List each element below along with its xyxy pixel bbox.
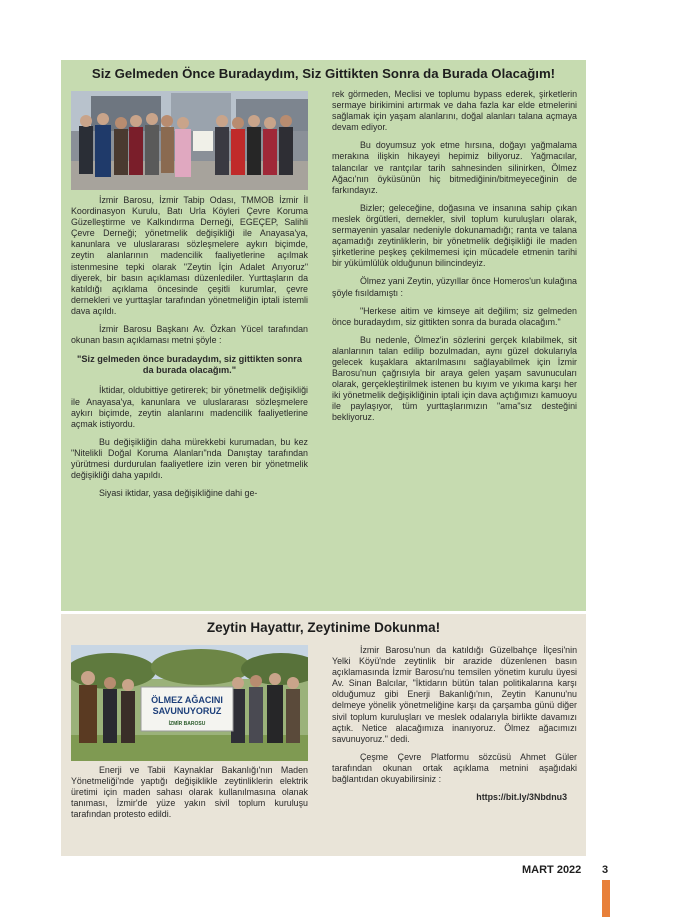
article-1-paragraph: Siyasi iktidar, yasa değişikliğine dahi ge-: [99, 488, 258, 499]
page-accent-bar: [602, 880, 610, 917]
article-2-left-column: [71, 765, 308, 827]
article-1-paragraph: rek görmeden, Meclisi ve toplumu bypass ederek, şirketlerin sermaye birikimini artırmak ve daha fazla kar elde etmelerini sağlamak için yaşam alanlarını, doğal alanları talana açmaya devam ediyor.: [332, 89, 577, 133]
article-1-paragraph: İzmir Barosu, İzmir Tabip Odası, TMMOB İzmir İl Koordinasyon Kurulu, Batı Urla Köyleri Çevre Koruma Güzelleştirme ve Kalkındırma Derneği, EGEÇEP, Salihli Çevre Derneği; yönetmelik değişikliği ile Anayasa'ya, kanunlara ve uluslararası sözleşmelere aykırı biçimde, zeytin alanlarının madencilik faaliyetlerine açılmak istenmesine tepki olarak "Zeytin İçin Adalet Arıyoruz" diyerek, bir basın açıklaması düzenlediler. Yurttaşların da katıldığı açıklama öncesinde çeşitli kurumlar, çevre dernekleri ve yurttaşlar tarafından yönetmeliğin iptali istemli dava açıldı.: [71, 195, 308, 316]
banner-line-2: SAVUNUYORUZ: [152, 706, 222, 716]
article-1-paragraph: Bu nedenle, Ölmez'in sözlerini gerçek kılabilmek, sit alanlarının talan edilip bozulmadan, aynı güzel dokularıyla gelecek kuşaklara aktarılmasını sağlayabilmek için İzmir Barosu'nun çağrısıyla bir araya gelen yaşam savunucuları olarak, gerçekleştirilmek istenen bu kıyım ve yıkıma karşı her iki yönetmelik değişikliğinin iptali için dava açtığımızı kamuoyu ile paylaşıyor, tüm yurttaşlarımızın "ama"sız desteğini bekliyoruz.: [332, 334, 577, 423]
article-1-paragraph: İktidar, oldubittiye getirerek; bir yönetmelik değişikliği ile Anayasa'ya, kanunlara ve uluslararası sözleşmelere aykırı biçimde, zeytin alanlarını madencilik faaliyetlerine açmak istiyordu.: [71, 385, 308, 429]
article-1: [61, 60, 586, 611]
article-2-link[interactable]: https://bit.ly/3Nbdnu3: [476, 792, 567, 803]
article-1-left-column: [71, 195, 308, 506]
protest-photo-1: [71, 91, 308, 190]
article-2-paragraph: İzmir Barosu'nun da katıldığı Güzelbahçe İlçesi'nin Yelki Köyü'nde zeytinlik bir arazide düzenlenen basın açıklamasında İzmir Barosu'nu temsilen yönetim kurulu üyesi Av. Sinan Balcılar, "İktidarın bütün talan politikalarına karşı olduğumuz gibi Enerji Bakanlığı'nın, Zeytin Kanunu'nu delmeye yönelik yönetmeliğine karşı da çarşamba günü diğer sivil toplum kuruluşları ve meslek odalarıyla birlikte davamızı açtık. Netice alacağımıza inanıyoruz. Ölmez ağacımızı savunuyoruz." dedi.: [332, 645, 577, 744]
article-2-title: Zeytin Hayattır, Zeytinime Dokunma!: [206, 620, 441, 635]
banner-line-3: İZMİR BAROSU: [168, 721, 206, 727]
article-2-paragraph: Çeşme Çevre Platformu sözcüsü Ahmet Güler tarafından okunan ortak açıklama metnini aşağıdaki bağlantıdan okuyabilirsiniz :: [332, 751, 577, 785]
banner-line-1: ÖLMEZ AĞACINI: [151, 695, 223, 705]
article-2: [61, 614, 586, 856]
page-number: 3: [602, 864, 609, 876]
article-1-paragraph: Ölmez yani Zeytin, yüzyıllar önce Homeros'un kulağına şöyle fısıldamıştı :: [332, 276, 577, 298]
article-1-title: Siz Gelmeden Önce Buradaydım, Siz Gittikten Sonra da Burada Olacağım!: [91, 66, 556, 81]
article-1-quote: "Siz gelmeden önce buradaydım, siz gittikten sonra da burada olacağım.": [77, 354, 302, 376]
article-2-paragraph: Enerji ve Tabii Kaynaklar Bakanlığı'nın Maden Yönetmeliği'nde yaptığı değişiklikle zeytinliklerin elektrik üretimi için maden sahası olarak kullanılmasına olanak tanıması, İzmir'de yüze yakın sivil toplum kuruluşu tarafından protesto edildi.: [71, 765, 308, 820]
article-1-paragraph: Bu doyumsuz yok etme hırsına, doğayı yağmalama merakına ilişkin hikayeyi hepimiz biliyoruz. Yağmacılar, talancılar ve rantçılar tarih sahnesinden silinirken, Ölmez Ağacı'nın öyküsünün hiç bitmediğinin/bitmeyeceğinin de farkındayız.: [332, 140, 577, 195]
article-1-paragraph: Bizler; geleceğine, doğasına ve insanına sahip çıkan meslek örgütleri, dernekler, sivil toplum kuruluşları olarak, sermayenin yasalar nedeniyle dokunamadığı; ranta ve talana açamadığı zeytinliklerin, bir yönetmelik değişikliği ile maden şirketlerine peşkeş çekilmemesi için mücadele etmenin tarihi bir yükümlülük olduğunun bilincindeyiz.: [332, 202, 577, 269]
article-1-paragraph: "Herkese aitim ve kimseye ait değilim; siz gelmeden önce buradaydım, siz gittikten sonra da burada olacağım.": [332, 305, 577, 327]
protest-photo-2: [71, 645, 308, 761]
article-1-paragraph: Bu değişikliğin daha mürekkebi kurumadan, bu kez "Nitelikli Doğal Koruma Alanları"nda Danıştay tarafından yürütmesi durdurulan faaliyetlere izin veren bir yönetmelik değişikliği daha yapıldı.: [71, 436, 308, 481]
article-1-right-column: [332, 89, 577, 431]
issue-date: MART 2022: [522, 864, 582, 876]
article-1-paragraph: İzmir Barosu Başkanı Av. Özkan Yücel tarafından okunan basın açıklaması metni şöyle :: [71, 324, 308, 346]
article-2-right-column: [332, 645, 577, 810]
